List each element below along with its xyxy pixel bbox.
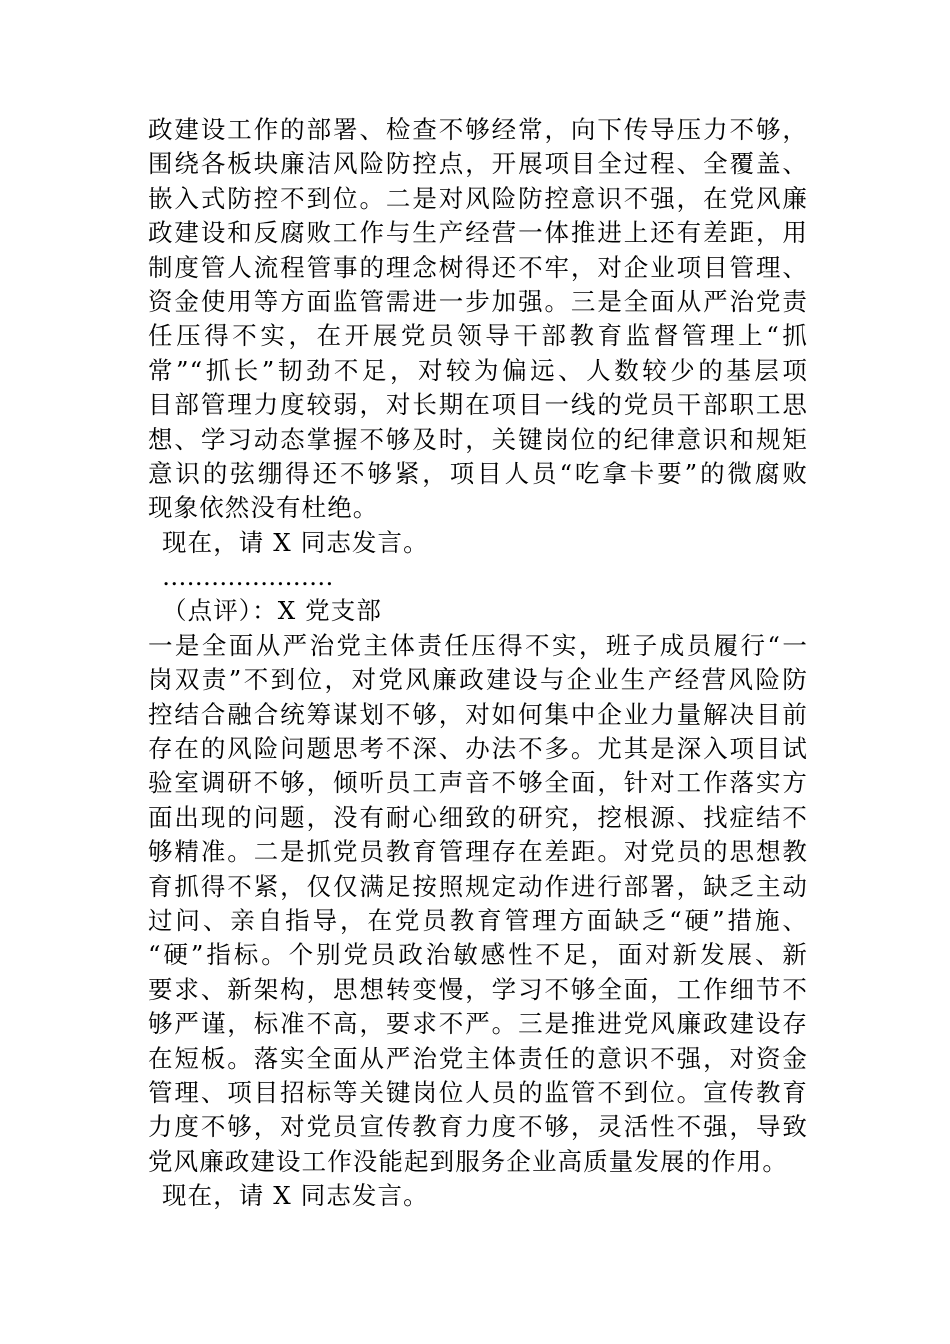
text-line: 资金使用等方面监管需进一步加强。三是全面从严治党责 bbox=[148, 286, 808, 316]
text-line: “硬”指标。个别党员政治敏感性不足，面对新发展、新 bbox=[148, 940, 808, 970]
text-line: 意识的弦绷得还不够紧，项目人员“吃拿卡要”的微腐败 bbox=[148, 458, 808, 488]
text-line: 政建设工作的部署、检查不够经常，向下传导压力不够， bbox=[148, 115, 808, 144]
text-line: 存在的风险问题思考不深、办法不多。尤其是深入项目试 bbox=[148, 734, 808, 764]
text-line: 一是全面从严治党主体责任压得不实，班子成员履行“一 bbox=[148, 630, 808, 660]
text-line: 任压得不实，在开展党员领导干部教育监督管理上“抓 bbox=[148, 321, 808, 351]
text-line: 够精准。二是抓党员教育管理存在差距。对党员的思想教 bbox=[148, 837, 808, 867]
comment-heading: （点评）：X 党支部 bbox=[162, 596, 382, 626]
text-line: 育抓得不紧，仅仅满足按照规定动作进行部署，缺乏主动 bbox=[148, 871, 808, 901]
text-line: 够严谨，标准不高，要求不严。三是推进党风廉政建设存 bbox=[148, 1009, 808, 1039]
text-line: 现象依然没有杜绝。 bbox=[148, 493, 379, 523]
text-line: 面出现的问题，没有耐心细致的研究，挖根源、找症结不 bbox=[148, 802, 808, 832]
text-line: 想、学习动态掌握不够及时，关键岗位的纪律意识和规矩 bbox=[148, 424, 808, 454]
text-line: 制度管人流程管事的理念树得还不牢，对企业项目管理、 bbox=[148, 252, 808, 282]
text-line: 要求、新架构，思想转变慢，学习不够全面，工作细节不 bbox=[148, 974, 808, 1004]
text-line: 嵌入式防控不到位。二是对风险防控意识不强，在党风廉 bbox=[148, 183, 808, 213]
text-line: 常”“抓长”韧劲不足，对较为偏远、人数较少的基层项 bbox=[148, 355, 808, 385]
text-line: 验室调研不够，倾听员工声音不够全面，针对工作落实方 bbox=[148, 768, 808, 798]
paragraph-section2 bbox=[148, 629, 808, 1179]
document-body bbox=[148, 113, 808, 1214]
text-line: 控结合融合统筹谋划不够，对如何集中企业力量解决目前 bbox=[148, 699, 808, 729]
text-line: 围绕各板块廉洁风险防控点，开展项目全过程、全覆盖、 bbox=[148, 149, 808, 179]
invite-speaker-line: 现在，请 X 同志发言。 bbox=[162, 1181, 429, 1211]
text-line: 管理、项目招标等关键岗位人员的监管不到位。宣传教育 bbox=[148, 1077, 808, 1107]
text-line: 目部管理力度较弱，对长期在项目一线的党员干部职工思 bbox=[148, 390, 808, 420]
text-line: 过问、亲自指导，在党员教育管理方面缺乏“硬”措施、 bbox=[148, 905, 808, 935]
ellipsis-separator: ………………… bbox=[162, 562, 334, 592]
invite-speaker-line: 现在，请 X 同志发言。 bbox=[162, 527, 429, 557]
paragraph-section1 bbox=[148, 113, 808, 526]
text-line: 岗双责”不到位，对党风廉政建设与企业生产经营风险防 bbox=[148, 665, 808, 695]
text-line: 在短板。落实全面从严治党主体责任的意识不强，对资金 bbox=[148, 1043, 808, 1073]
text-line: 力度不够，对党员宣传教育力度不够，灵活性不强，导致 bbox=[148, 1112, 808, 1142]
text-line: 党风廉政建设工作没能起到服务企业高质量发展的作用。 bbox=[148, 1146, 788, 1176]
text-line: 政建设和反腐败工作与生产经营一体推进上还有差距，用 bbox=[148, 218, 808, 248]
